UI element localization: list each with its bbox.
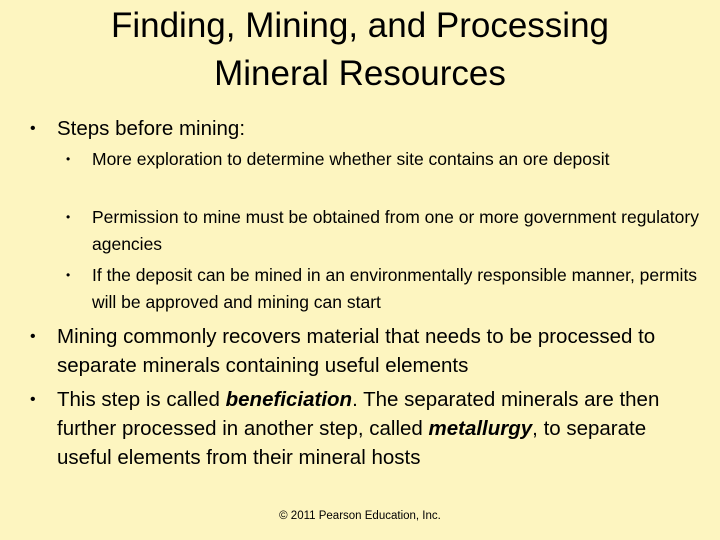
bullet-mining-recovers: [30, 322, 690, 380]
sub-bullet-exploration: [66, 146, 706, 173]
bullet-text: Steps before mining:: [57, 117, 246, 140]
sub-bullet-dot: •: [66, 268, 71, 282]
title-line-1: Finding, Mining, and Processing: [110, 6, 610, 45]
title-line-2: Mineral Resources: [214, 54, 506, 93]
bullet-text: [57, 385, 690, 472]
sub-bullet-text: Permission to mine must be obtained from one or more government regulatory agencies: [92, 207, 699, 254]
term-metallurgy: metallurgy: [428, 417, 533, 440]
bullet-dot: •: [30, 391, 36, 408]
sub-bullet-permission: [66, 204, 706, 258]
text-middle: . The separated minerals are then further processed in another step, called: [57, 388, 660, 440]
bullet-text: Mining commonly recovers material that needs to be processed to separate minerals containing useful elements: [57, 325, 656, 377]
slide-title: [0, 2, 720, 98]
bullet-dot: •: [30, 328, 36, 345]
text-prefix: This step is called: [57, 388, 226, 411]
sub-bullet-dot: •: [66, 152, 71, 166]
text-suffix: , to separate useful elements from their mineral hosts: [57, 417, 647, 469]
sub-bullet-text: If the deposit can be mined in an environmentally responsible manner, permits will be approved and mining can start: [92, 265, 698, 312]
term-beneficiation: beneficiation: [225, 388, 353, 411]
copyright-footer: © 2011 Pearson Education, Inc.: [279, 510, 441, 522]
bullet-beneficiation: [30, 385, 690, 472]
bullet-dot: •: [30, 120, 36, 137]
bullet-steps-before-mining: [30, 114, 690, 143]
sub-bullet-permits: [66, 262, 706, 316]
sub-bullet-text: More exploration to determine whether site contains an ore deposit: [92, 149, 610, 169]
sub-bullet-dot: •: [66, 210, 71, 224]
